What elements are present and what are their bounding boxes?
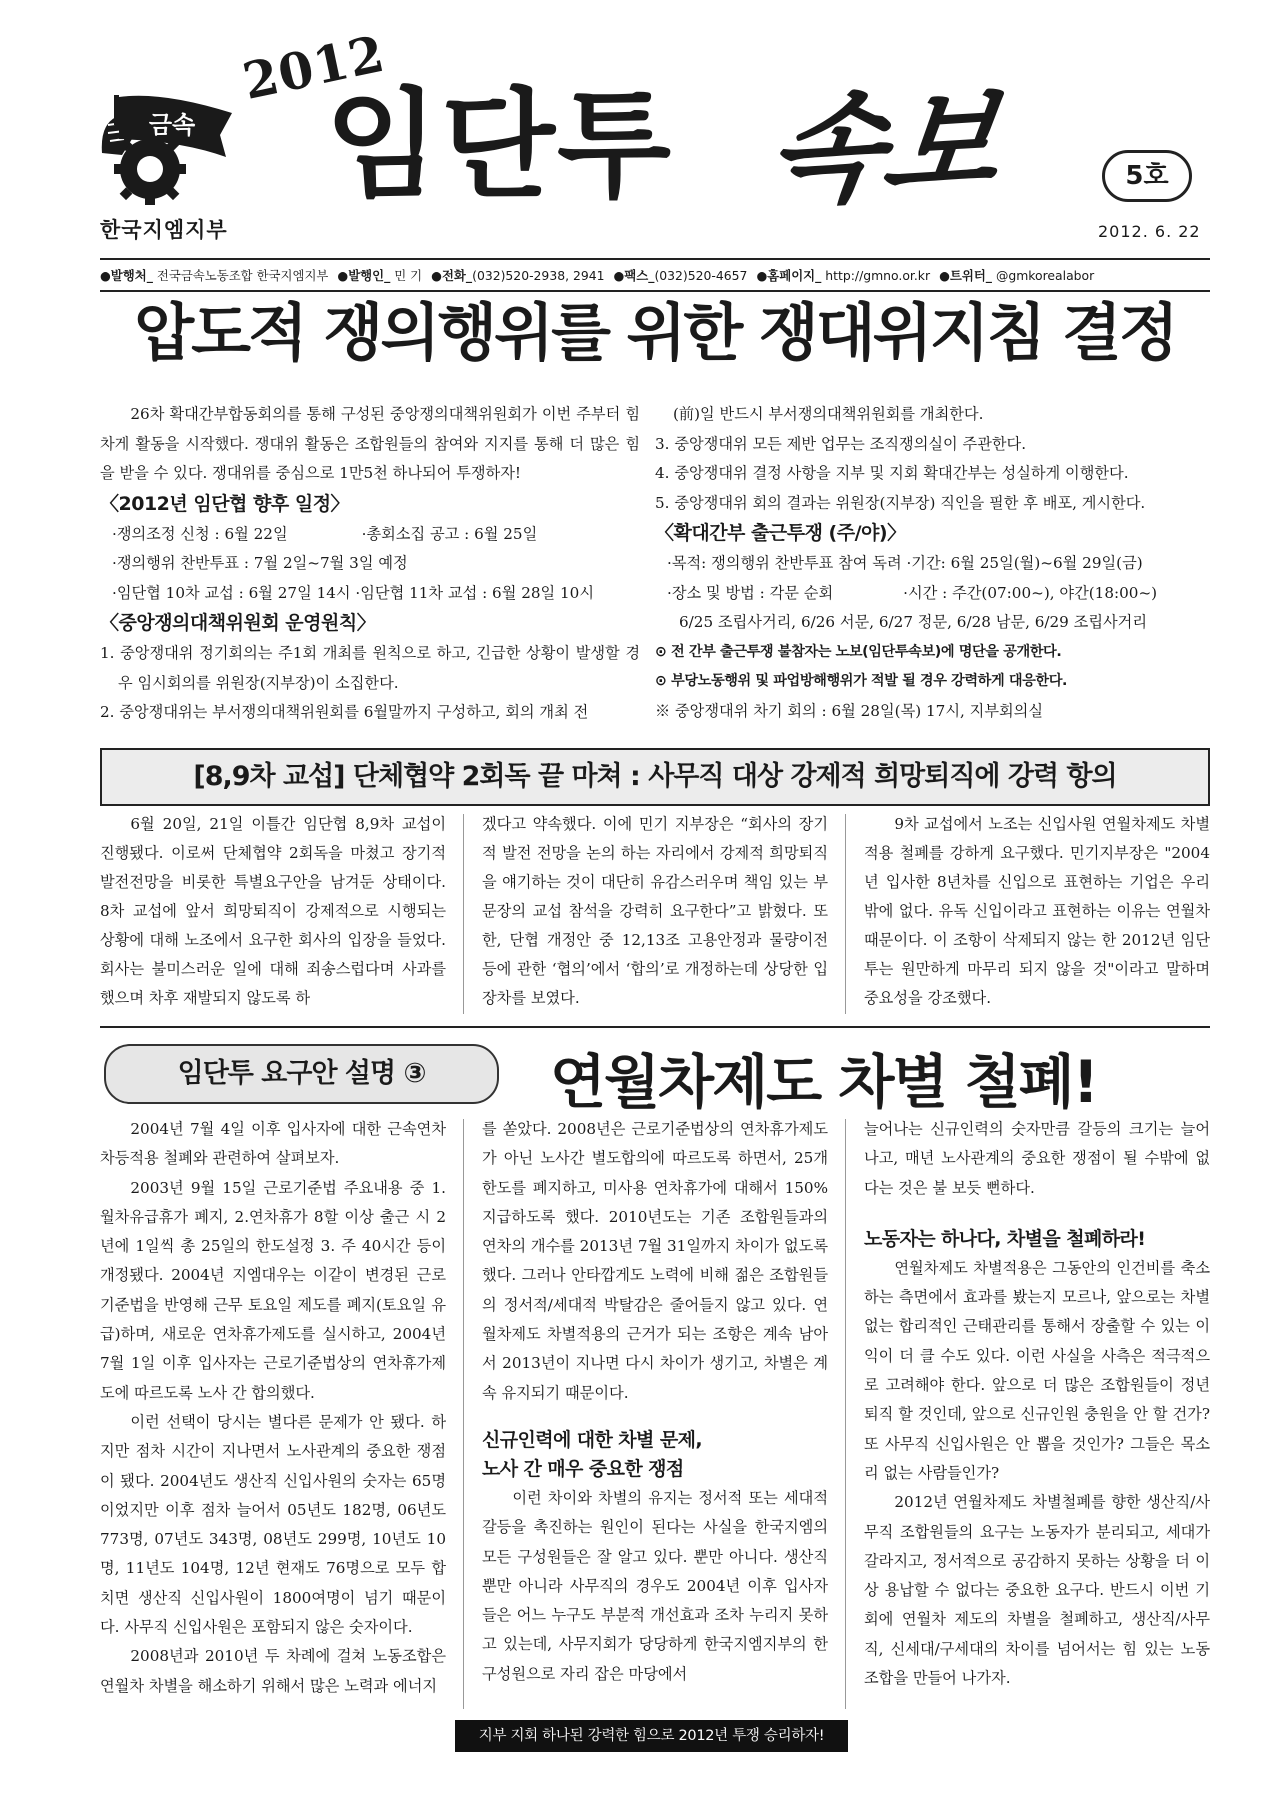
issue-number-badge: 5호: [1102, 150, 1192, 202]
annual-leave-article: [100, 1115, 1210, 1715]
pubinfo-phone: ●전화_(032)520-2938, 2941: [431, 268, 605, 283]
article-paragraph: 늘어나는 신규인력의 숫자만큼 갈등의 크기는 늘어나고, 매년 노사관계의 중요한 쟁점이 될 수밖에 없다는 것은 불 보듯 뻔하다.: [864, 1120, 1210, 1197]
section-divider: [100, 1026, 1210, 1028]
union-logo-fist-flag-icon: [92, 95, 240, 215]
newsletter-title: 임단투: [325, 76, 673, 214]
spacer: [864, 1203, 1210, 1225]
article-column-2: [482, 1115, 828, 1689]
principle-item: 1. 중앙쟁대위 정기회의는 주1회 개최를 원칙으로 하고, 긴급한 상황이 발생할 경우 임시회의를 위원장(지부장)이 소집한다.: [100, 644, 640, 692]
newsletter-title-accent: 속보: [760, 72, 1008, 222]
article-subheading: 노동자는 하나다, 차별을 철폐하라!: [864, 1227, 1146, 1250]
strike-committee-section: [100, 400, 1210, 730]
pubinfo-fax: ●팩스_(032)520-4657: [613, 268, 748, 283]
picket-heading: 〈확대간부 출근투쟁 (주/야)〉: [655, 522, 906, 544]
publication-info-bar: [100, 258, 1210, 292]
schedule-row: ·쟁의행위 찬반투표 : 7월 2일~7월 3일 예정: [112, 554, 408, 572]
main-headline: 압도적 쟁의행위를 위한 쟁대위지침 결정: [134, 296, 1176, 369]
warning-item: ⊙ 부당노동행위 및 파업방해행위가 적발 될 경우 강력하게 대응한다.: [655, 673, 1068, 689]
pubinfo-issuer: ●발행인_ 민 기: [337, 268, 423, 283]
principle-item: 5. 중앙쟁대위 회의 결과는 위원장(지부장) 직인을 필한 후 배포, 게시한다.: [655, 493, 1146, 512]
warning-item: ⊙ 전 간부 출근투쟁 불참자는 노보(임단투속보)에 명단을 공개한다.: [655, 643, 1062, 660]
article-paragraph: 이런 선택이 당시는 별다른 문제가 안 됐다. 하지만 점차 시간이 지나면서 노사관계의 중요한 쟁점이 됐다. 2004년도 생산직 신입사원의 숫자는 65명이었지만 이후 점차 늘어서 05년도 182명, 06년도 773명, 07년도 343명, 08년도 299명, 10년도 10명, 11년도 104명, 12년 현재도 76명으로 모두 합치면 생산직 신입사원이 1800여명이 넘기 때문이다. 사무직 신입사원은 포함되지 않은 숫자이다.: [100, 1412, 446, 1637]
principle-item: 3. 중앙쟁대위 모든 제반 업무는 조직쟁의실이 주관한다.: [655, 434, 1027, 453]
column-divider: [463, 814, 464, 1014]
bargaining-column-1: 6월 20일, 21일 이틀간 임단협 8,9차 교섭이 진행됐다. 이로써 단체협약 2회독을 마쳤고 장기적 발전전망을 비롯한 특별요구안을 남겨둔 상태이다. 8차 교섭에 앞서 희망퇴직이 강제적으로 시행되는 상황에 대해 노조에서 요구한 회사의 입장을 들었다. 회사는 불미스러운 일에 대해 죄송스럽다며 사과를 했으며 차후 재발되지 않도록 하: [100, 815, 446, 1007]
intro-paragraph: 26차 확대간부합동회의를 통해 구성된 중앙쟁의대책위원회가 이번 주부터 힘차게 활동을 시작했다. 쟁대위 활동은 조합원들의 참여와 지지를 통해 더 많은 힘을 받을 수 있다. 쟁대위를 중심으로 1만5천 하나되어 투쟁하자!: [100, 405, 640, 482]
strike-committee-left-column: [100, 400, 640, 728]
schedule-row: ·쟁의조정 신청 : 6월 22일 ·총회소집 공고 : 6월 25일: [112, 524, 538, 543]
schedule-heading: 〈2012년 임단협 향후 일정〉: [100, 492, 350, 515]
logo-text: 금속: [148, 111, 196, 139]
column-divider: [845, 814, 846, 1014]
principle-item: 2. 중앙쟁대위는 부서쟁의대책위원회를 6월말까지 구성하고, 회의 개최 전: [100, 703, 589, 721]
next-meeting-note: ※ 중앙쟁대위 차기 회의 : 6월 28일(목) 17시, 지부회의실: [655, 701, 1043, 720]
footer-slogan-banner: 지부 지회 하나된 강력한 힘으로 2012년 투쟁 승리하자!: [455, 1720, 848, 1752]
column-divider: [463, 1119, 464, 1709]
pubinfo-publisher: ●발행처_ 전국금속노동조합 한국지엠지부: [100, 268, 329, 283]
article-paragraph: 2003년 9월 15일 근로기준법 주요내용 중 1. 월차유급휴가 폐지, 2.연차휴가 8할 이상 출근 시 2년에 1일씩 총 25일의 한도설정 3. 주 40시간 등이 개정됐다. 2004년 지엠대우는 이같이 변경된 근로기준법을 반영해 근무 토요일 제도를 폐지(토요일 유급)하며, 새로운 연차휴가제도를 실시하고, 2004년 7월 1일 이후 입사자는 근로기준법상의 연차휴가제도에 따르도록 노사 간 합의했다.: [100, 1178, 446, 1402]
article-subheading: 노사 간 매우 중요한 쟁점: [482, 1457, 684, 1480]
picket-places: 6/25 조립사거리, 6/26 서문, 6/27 정문, 6/28 남문, 6/29 조립사거리: [679, 613, 1148, 631]
bargaining-column-3: 9차 교섭에서 노조는 신입사원 연월차제도 차별적용 철폐를 강하게 요구했다. 민기지부장은 "2004년 입사한 8년차를 신입으로 표현하는 기업은 우리 밖에 없다. 유독 신입이라고 표현하는 이유는 연월차 때문이다. 이 조항이 삭제되지 않는 한 2012년 임단투는 원만하게 마무리 되지 않을 것"이라고 말하며 중요성을 강조했다.: [864, 815, 1210, 1007]
article-column-3: [864, 1115, 1210, 1693]
spacer: [482, 1408, 828, 1426]
article-paragraph: 를 쏟았다. 2008년은 근로기준법상의 연차휴가제도가 아닌 노사간 별도합의에 따르도록 하면서, 25개 한도를 폐지하고, 미사용 연차휴가에 대해서 150% 지급하도록 했다. 2010년도는 기존 조합원들과의 연차의 개수를 2013년 7월 31일까지 차이가 없도록 했다. 그러나 안타깝게도 노력에 비해 젊은 조합원들의 정서적/세대적 박탈감은 줄어들지 않고 있다. 연월차제도 차별적용의 근거가 되는 조항은 계속 남아서 2013년이 지나면 다시 차이가 생기고, 차별은 계속 유지되기 때문이다.: [482, 1120, 829, 1402]
picket-row: ·목적: 쟁의행위 찬반투표 참여 독려 ·기간: 6월 25일(월)~6월 29일(금): [667, 554, 1143, 572]
article-paragraph: 2008년과 2010년 두 차례에 걸쳐 노동조합은 연월차 차별을 해소하기 위해서 많은 노력과 에너지: [100, 1647, 446, 1695]
column-divider: [845, 1119, 846, 1709]
article-paragraph: 2004년 7월 4일 이후 입사자에 대한 근속연차 차등적용 철폐와 관련하여 살펴보자.: [100, 1120, 446, 1168]
bargaining-headline: [8,9차 교섭] 단체협약 2회독 끝 마쳐 : 사무직 대상 강제적 희망퇴직에 강력 항의: [100, 748, 1210, 806]
year-label: 2012: [237, 23, 391, 111]
bargaining-column-2: 겠다고 약속했다. 이에 민기 지부장은 “회사의 장기적 발전 전망을 논의 하는 자리에서 강제적 희망퇴직을 얘기하는 것이 대단히 유감스러우며 책임 있는 부문장의 교섭 참석을 강력히 요구한다”고 밝혔다. 또한, 단협 개정안 중 12,13조 고용안정과 물량이전 등에 관한 ‘협의’에서 ‘합의’로 개정하는데 상당한 입장차를 보였다.: [482, 815, 828, 1007]
masthead: [0, 0, 1286, 260]
pubinfo-twitter[interactable]: ●트위터_ @gmkorealabor: [939, 268, 1095, 283]
principle-item: 4. 중앙쟁대위 결정 사항을 지부 및 지회 확대간부는 성실하게 이행한다.: [655, 464, 1129, 482]
strike-committee-right-column: [655, 400, 1210, 726]
article-paragraph: 이런 차이와 차별의 유지는 정서적 또는 세대적 갈등을 촉진하는 원인이 된다는 사실을 한국지엠의 모든 구성원들은 잘 알고 있다. 뿐만 아니다. 생산직뿐만 아니라 사무직의 경우도 2004년 이후 입사자들은 어느 누구도 부분적 개선효과 조차 누리지 못하고 있는데, 사무지회가 당당하게 한국지엠지부의 한 구성원으로 자리 잡은 마당에서: [482, 1488, 828, 1683]
series-label-badge: 임단투 요구안 설명 ③: [104, 1044, 499, 1104]
article-column-1: [100, 1115, 446, 1701]
picket-row: ·장소 및 방법 : 각문 순회 ·시간 : 주간(07:00~), 야간(18:00~): [667, 583, 1158, 602]
schedule-row: ·임단협 10차 교섭 : 6월 27일 14시 ·임단협 11차 교섭 : 6월 28일 10시: [112, 583, 595, 602]
bargaining-report-section: [100, 810, 1210, 1020]
principle-item-continued: (前)일 반드시 부서쟁의대책위원회를 개최한다.: [673, 405, 984, 423]
pubinfo-homepage[interactable]: ●홈페이지_ http://gmno.or.kr: [756, 268, 931, 283]
issue-date: 2012. 6. 22: [1098, 222, 1201, 241]
annual-leave-headline: 연월차제도 차별 철폐!: [550, 1048, 1098, 1116]
article-paragraph: 2012년 연월차제도 차별철폐를 향한 생산직/사무직 조합원들의 요구는 노동자가 분리되고, 세대가 갈라지고, 정서적으로 공감하지 못하는 상황을 더 이상 용납할 수 없다는 중요한 요구다. 반드시 이번 기회에 연월차 제도의 차별을 철폐하고, 생산직/사무직, 신세대/구세대의 차이를 넘어서는 힘 있는 노동조합을 만들어 나가자.: [864, 1493, 1210, 1688]
article-subheading: 신규인력에 대한 차별 문제,: [482, 1428, 702, 1451]
article-paragraph: 연월차제도 차별적용은 그동안의 인건비를 축소하는 측면에서 효과를 봤는지 모르나, 앞으로는 차별없는 합리적인 근태관리를 통해서 장출할 수 있는 이익이 더 클 수도 있다. 이런 사실을 사측은 적극적으로 고려해야 한다. 앞으로 더 많은 조합원들이 정년퇴직 할 것인데, 앞으로 신규인원 충원을 안 할 건가? 또 사무직 신입사원은 안 뽑을 것인가? 그들은 목소리 없는 사람들인가?: [864, 1258, 1210, 1482]
principles-heading: 〈중앙쟁의대책위원회 운영원칙〉: [100, 612, 376, 634]
branch-name: 한국지엠지부: [100, 218, 228, 242]
